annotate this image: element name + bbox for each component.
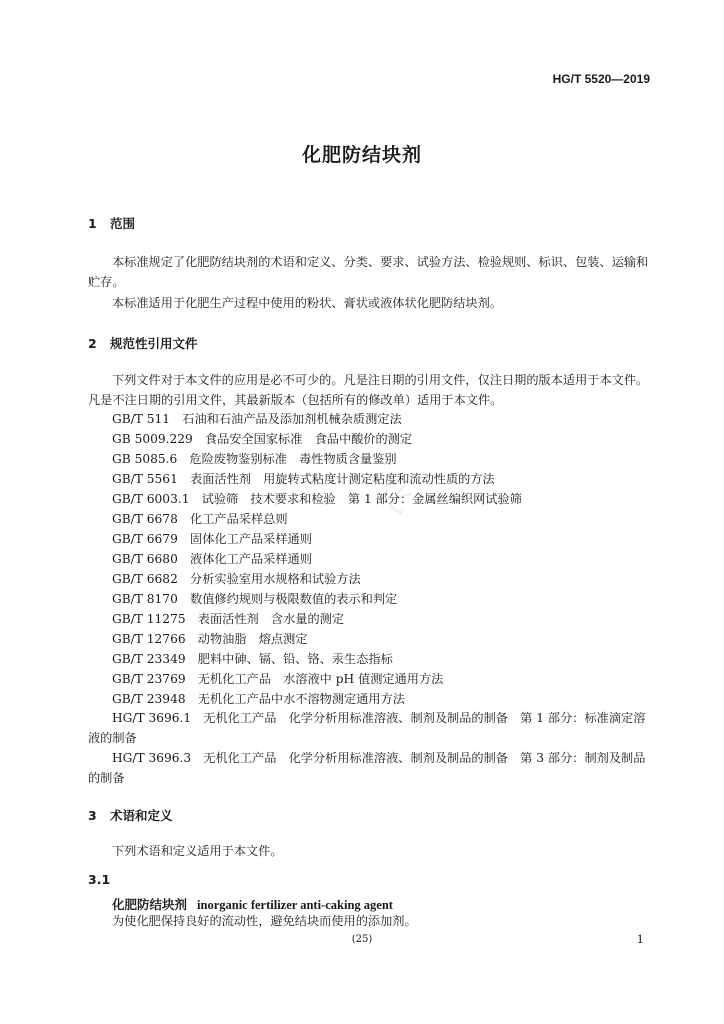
reference-item bbox=[112, 510, 288, 527]
reference-name: 化工产品采样总则 bbox=[190, 512, 288, 526]
reference-code: GB/T 12766 bbox=[112, 632, 186, 646]
reference-code: GB/T 23349 bbox=[112, 652, 186, 666]
reference-item bbox=[112, 650, 393, 667]
term-english: inorganic fertilizer anti-caking agent bbox=[197, 898, 393, 912]
reference-name: 表面活性剂 用旋转式粘度计测定粘度和流动性质的方法 bbox=[190, 472, 495, 486]
reference-code: GB/T 11275 bbox=[112, 612, 186, 626]
standard-code: HG/T 5520—2019 bbox=[552, 72, 650, 86]
section-title: 范围 bbox=[110, 216, 136, 231]
section-title: 规范性引用文件 bbox=[110, 336, 198, 351]
reference-name: 无机化工产品 化学分析用标准溶液、制剂及制品的制备 第 3 部分：制剂及制品的制备 bbox=[88, 751, 646, 785]
reference-code: GB/T 6678 bbox=[112, 512, 178, 526]
reference-name: 无机化工产品 化学分析用标准溶液、制剂及制品的制备 第 1 部分：标准滴定溶液的制备 bbox=[88, 711, 646, 745]
reference-name: 肥料中砷、镉、铅、铬、汞生态指标 bbox=[197, 652, 393, 666]
reference-item bbox=[112, 610, 344, 627]
reference-name: 液体化工产品采样通则 bbox=[190, 552, 312, 566]
reference-name: 危险废物鉴别标准 毒性物质含量鉴别 bbox=[189, 452, 397, 466]
reference-name: 动物油脂 熔点测定 bbox=[197, 632, 308, 646]
reference-code: GB 5009.229 bbox=[112, 432, 193, 446]
reference-item bbox=[112, 470, 495, 487]
page-number: 1 bbox=[636, 932, 644, 946]
section-title: 术语和定义 bbox=[110, 808, 173, 823]
reference-name: 食品安全国家标准 食品中酸价的测定 bbox=[204, 432, 413, 446]
reference-name: 无机化工产品 水溶液中 pH 值测定通用方法 bbox=[197, 672, 444, 686]
reference-code: GB/T 23769 bbox=[112, 672, 186, 686]
section-number: 1 bbox=[88, 216, 97, 231]
scope-paragraph-1: 本标准规定了化肥防结块剂的术语和定义、分类、要求、试验方法、检验规则、标识、包装、运输和贮存。 bbox=[88, 255, 649, 289]
section-number: 2 bbox=[88, 336, 97, 351]
reference-item bbox=[112, 450, 397, 467]
term-entry bbox=[112, 894, 393, 913]
reference-item bbox=[112, 670, 443, 687]
reference-item bbox=[112, 630, 307, 647]
reference-code: GB/T 23948 bbox=[112, 692, 186, 706]
reference-code: GB/T 5561 bbox=[112, 472, 178, 486]
watermark: 化 bbox=[370, 469, 426, 526]
reference-item bbox=[112, 530, 312, 547]
reference-name: 无机化工产品中水不溶物测定通用方法 bbox=[197, 692, 405, 706]
reference-item bbox=[112, 570, 361, 587]
section-heading-scope bbox=[88, 214, 135, 232]
reference-item-long bbox=[88, 708, 654, 748]
reference-name: 石油和石油产品及添加剂机械杂质测定法 bbox=[182, 412, 402, 426]
section-heading-terms bbox=[88, 806, 173, 824]
reference-code: GB/T 511 bbox=[112, 412, 171, 426]
term-definition: 为使化肥保持良好的流动性，避免结块而使用的添加剂。 bbox=[112, 914, 417, 928]
reference-item bbox=[112, 490, 522, 507]
reference-code: HG/T 3696.1 bbox=[112, 711, 192, 725]
reference-code: GB 5085.6 bbox=[112, 452, 178, 466]
reference-name: 固体化工产品采样通则 bbox=[190, 532, 312, 546]
reference-code: GB/T 6680 bbox=[112, 552, 178, 566]
clause-number: 3.1 bbox=[88, 872, 111, 887]
reference-item bbox=[112, 410, 402, 427]
reference-item bbox=[112, 690, 405, 707]
reference-item bbox=[112, 430, 412, 447]
reference-item-long bbox=[88, 748, 654, 788]
reference-item bbox=[112, 550, 312, 567]
inner-page-number: (25) bbox=[351, 934, 373, 945]
term-chinese: 化肥防结块剂 bbox=[112, 897, 188, 912]
terms-intro: 下列术语和定义适用于本文件。 bbox=[112, 844, 283, 858]
scope-paragraph-2: 本标准适用于化肥生产过程中使用的粉状、膏状或液体状化肥防结块剂。 bbox=[112, 296, 502, 310]
reference-name: 分析实验室用水规格和试验方法 bbox=[190, 572, 361, 586]
normative-intro: 下列文件对于本文件的应用是必不可少的。凡是注日期的引用文件，仅注日期的版本适用于本文件。凡是不注日期的引用文件，其最新版本（包括所有的修改单）适用于本文件。 bbox=[88, 373, 649, 407]
reference-code: GB/T 6003.1 bbox=[112, 492, 190, 506]
reference-name: 表面活性剂 含水量的测定 bbox=[197, 612, 345, 626]
reference-item bbox=[112, 590, 397, 607]
reference-code: GB/T 6682 bbox=[112, 572, 178, 586]
reference-code: GB/T 6679 bbox=[112, 532, 178, 546]
section-number: 3 bbox=[88, 808, 97, 823]
reference-code: GB/T 8170 bbox=[112, 592, 178, 606]
document-title: 化肥防结块剂 bbox=[301, 144, 422, 166]
reference-name: 试验筛 技术要求和检验 第 1 部分：金属丝编织网试验筛 bbox=[201, 492, 522, 506]
reference-code: HG/T 3696.3 bbox=[112, 751, 192, 765]
section-heading-normative bbox=[88, 334, 198, 352]
reference-name: 数值修约规则与极限数值的表示和判定 bbox=[190, 592, 398, 606]
